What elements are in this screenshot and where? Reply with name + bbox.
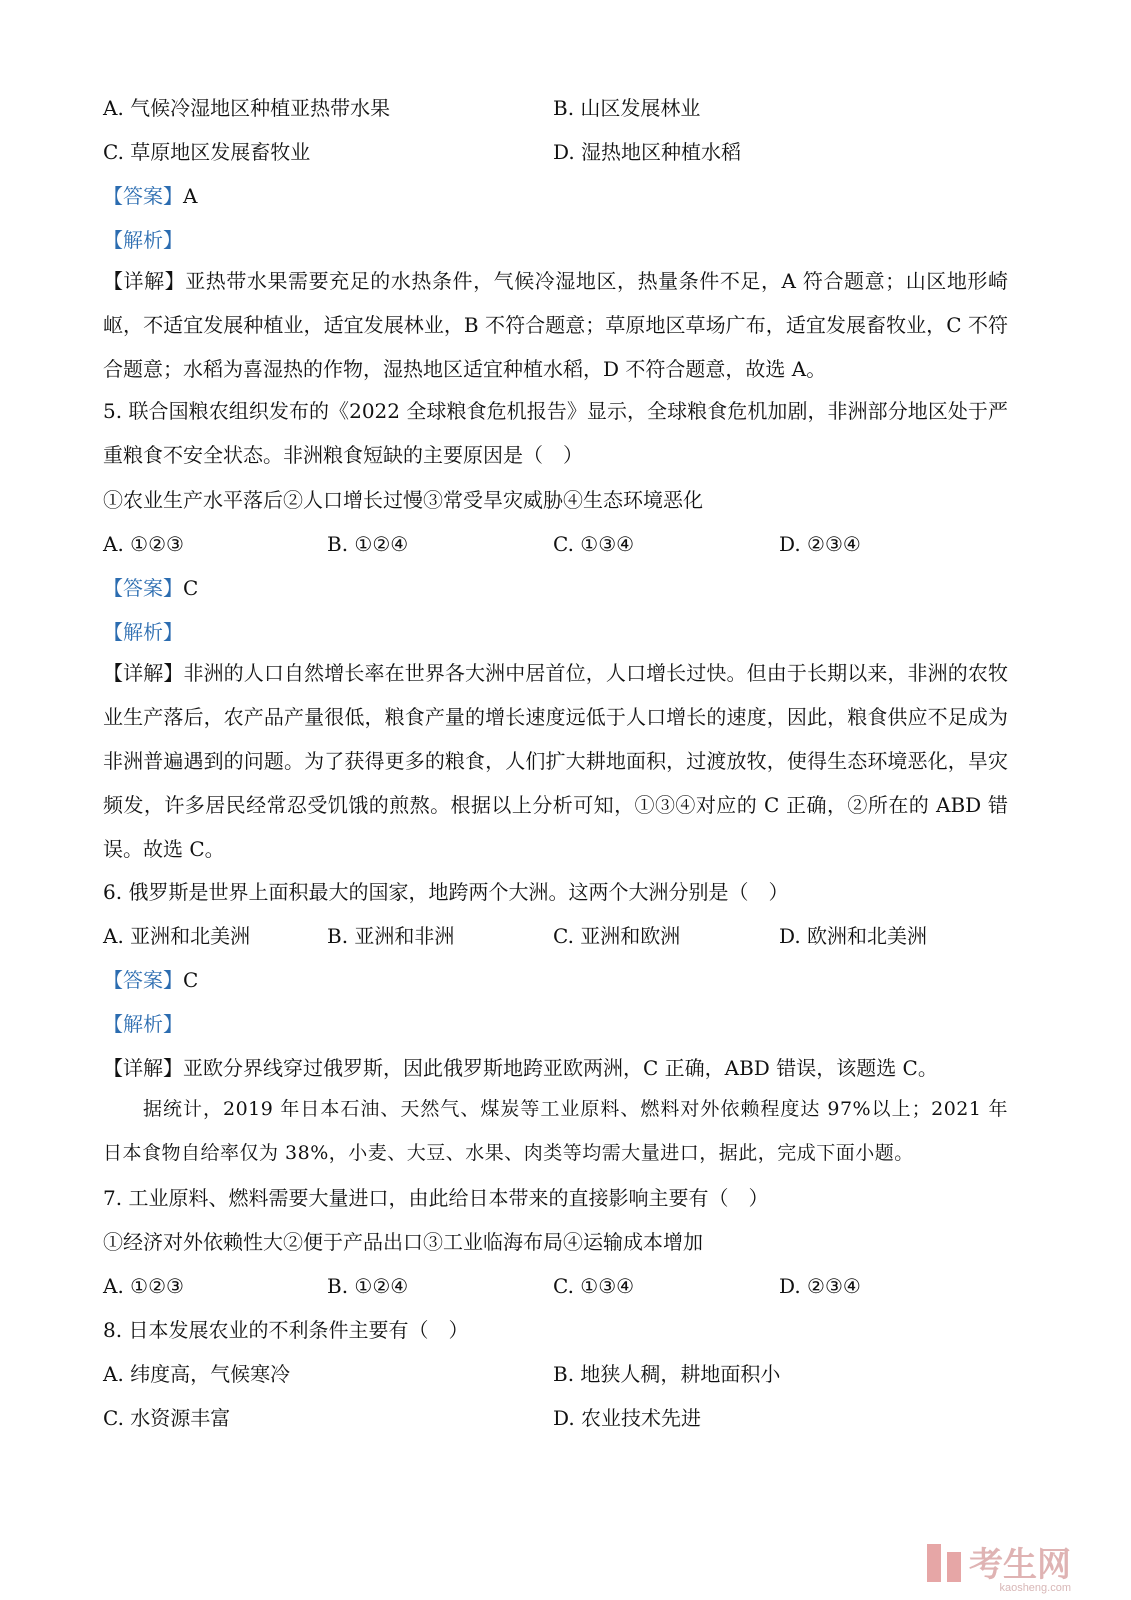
q5-option-b: B. ①②④	[327, 532, 409, 556]
q5-option-a: A. ①②③	[103, 532, 184, 556]
q7-items: ①经济对外依赖性大②便于产品出口③工业临海布局④运输成本增加	[103, 1230, 703, 1254]
q4-answer	[103, 183, 197, 209]
q8-option-b: B. 地狭人稠，耕地面积小	[553, 1362, 781, 1386]
logo-url: kaosheng.com	[999, 1582, 1071, 1594]
q6-detail: 【详解】亚欧分界线穿过俄罗斯，因此俄罗斯地跨亚欧两洲，C 正确，ABD 错误，该题选 C。	[103, 1056, 938, 1080]
answer-value: A	[183, 184, 198, 208]
q5-detail: 【详解】非洲的人口自然增长率在世界各大洲中居首位，人口增长过快。但由于长期以来，非洲的农牧业生产落后，农产品产量很低，粮食产量的增长速度远低于人口增长的速度，因此，粮食供应不足成为非洲普遍遇到的问题。为了获得更多的粮食，人们扩大耕地面积，过渡放牧，使得生态环境恶化，旱灾频发，许多居民经常忍受饥饿的煎熬。根据以上分析可知，①③④对应的 C 正确，②所在的 ABD 错误。故选 C。	[103, 661, 1008, 861]
q8-option-a: A. 纬度高，气候寒冷	[103, 1362, 291, 1386]
q6-option-d: D. 欧洲和北美洲	[779, 924, 928, 948]
logo-brand: 考生网	[969, 1546, 1071, 1584]
answer-tag: 【答案】	[103, 968, 183, 992]
q7-option-c: C. ①③④	[553, 1274, 635, 1298]
q6-stem: 6. 俄罗斯是世界上面积最大的国家，地跨两个大洲。这两个大洲分别是（ ）	[103, 880, 789, 904]
answer-value: C	[183, 576, 199, 600]
q5-items: ①农业生产水平落后②人口增长过慢③常受旱灾威胁④生态环境恶化	[103, 488, 703, 512]
logo-icon	[927, 1544, 961, 1582]
q8-option-d: D. 农业技术先进	[553, 1406, 702, 1430]
q7-option-a: A. ①②③	[103, 1274, 184, 1298]
q5-analysis-tag: 【解析】	[103, 620, 183, 644]
q5-option-d: D. ②③④	[779, 532, 861, 556]
q5-option-c: C. ①③④	[553, 532, 635, 556]
q7-option-d: D. ②③④	[779, 1274, 861, 1298]
q4-analysis-tag: 【解析】	[103, 228, 183, 252]
q5-stem: 5. 联合国粮农组织发布的《2022 全球粮食危机报告》显示，全球粮食危机加剧，非洲部分地区处于严重粮食不安全状态。非洲粮食短缺的主要原因是（ ）	[103, 399, 1008, 467]
q7-stem: 7. 工业原料、燃料需要大量进口，由此给日本带来的直接影响主要有（ ）	[103, 1186, 769, 1210]
q6-option-b: B. 亚洲和非洲	[327, 924, 455, 948]
q7-option-b: B. ①②④	[327, 1274, 409, 1298]
q6-option-a: A. 亚洲和北美洲	[103, 924, 251, 948]
answer-tag: 【答案】	[103, 576, 183, 600]
q4-option-c: C. 草原地区发展畜牧业	[103, 140, 311, 164]
q6-answer	[103, 967, 198, 993]
q8-option-c: C. 水资源丰富	[103, 1406, 231, 1430]
q6-analysis-tag: 【解析】	[103, 1012, 183, 1036]
q4-detail: 【详解】亚热带水果需要充足的水热条件，气候冷湿地区，热量条件不足，A 符合题意；山区地形崎岖，不适宜发展种植业，适宜发展林业，B 不符合题意；草原地区草场广布，适宜发展畜牧业，C 不符合题意；水稻为喜湿热的作物，湿热地区适宜种植水稻，D 不符合题意，故选 A。	[103, 269, 1008, 381]
q6-option-c: C. 亚洲和欧洲	[553, 924, 681, 948]
q4-option-d: D. 湿热地区种植水稻	[553, 140, 742, 164]
material-paragraph: 据统计，2019 年日本石油、天然气、煤炭等工业原料、燃料对外依赖程度达 97%以上；2021 年日本食物自给率仅为 38%，小麦、大豆、水果、肉类等均需大量进口，据此，完成下面小题。	[103, 1098, 1008, 1164]
answer-value: C	[183, 968, 199, 992]
q5-answer	[103, 575, 198, 601]
q4-option-b: B. 山区发展林业	[553, 96, 701, 120]
q8-stem: 8. 日本发展农业的不利条件主要有（ ）	[103, 1318, 469, 1342]
q4-option-a: A. 气候冷湿地区种植亚热带水果	[103, 96, 391, 120]
answer-tag: 【答案】	[103, 184, 183, 208]
watermark-logo	[927, 1544, 1071, 1594]
